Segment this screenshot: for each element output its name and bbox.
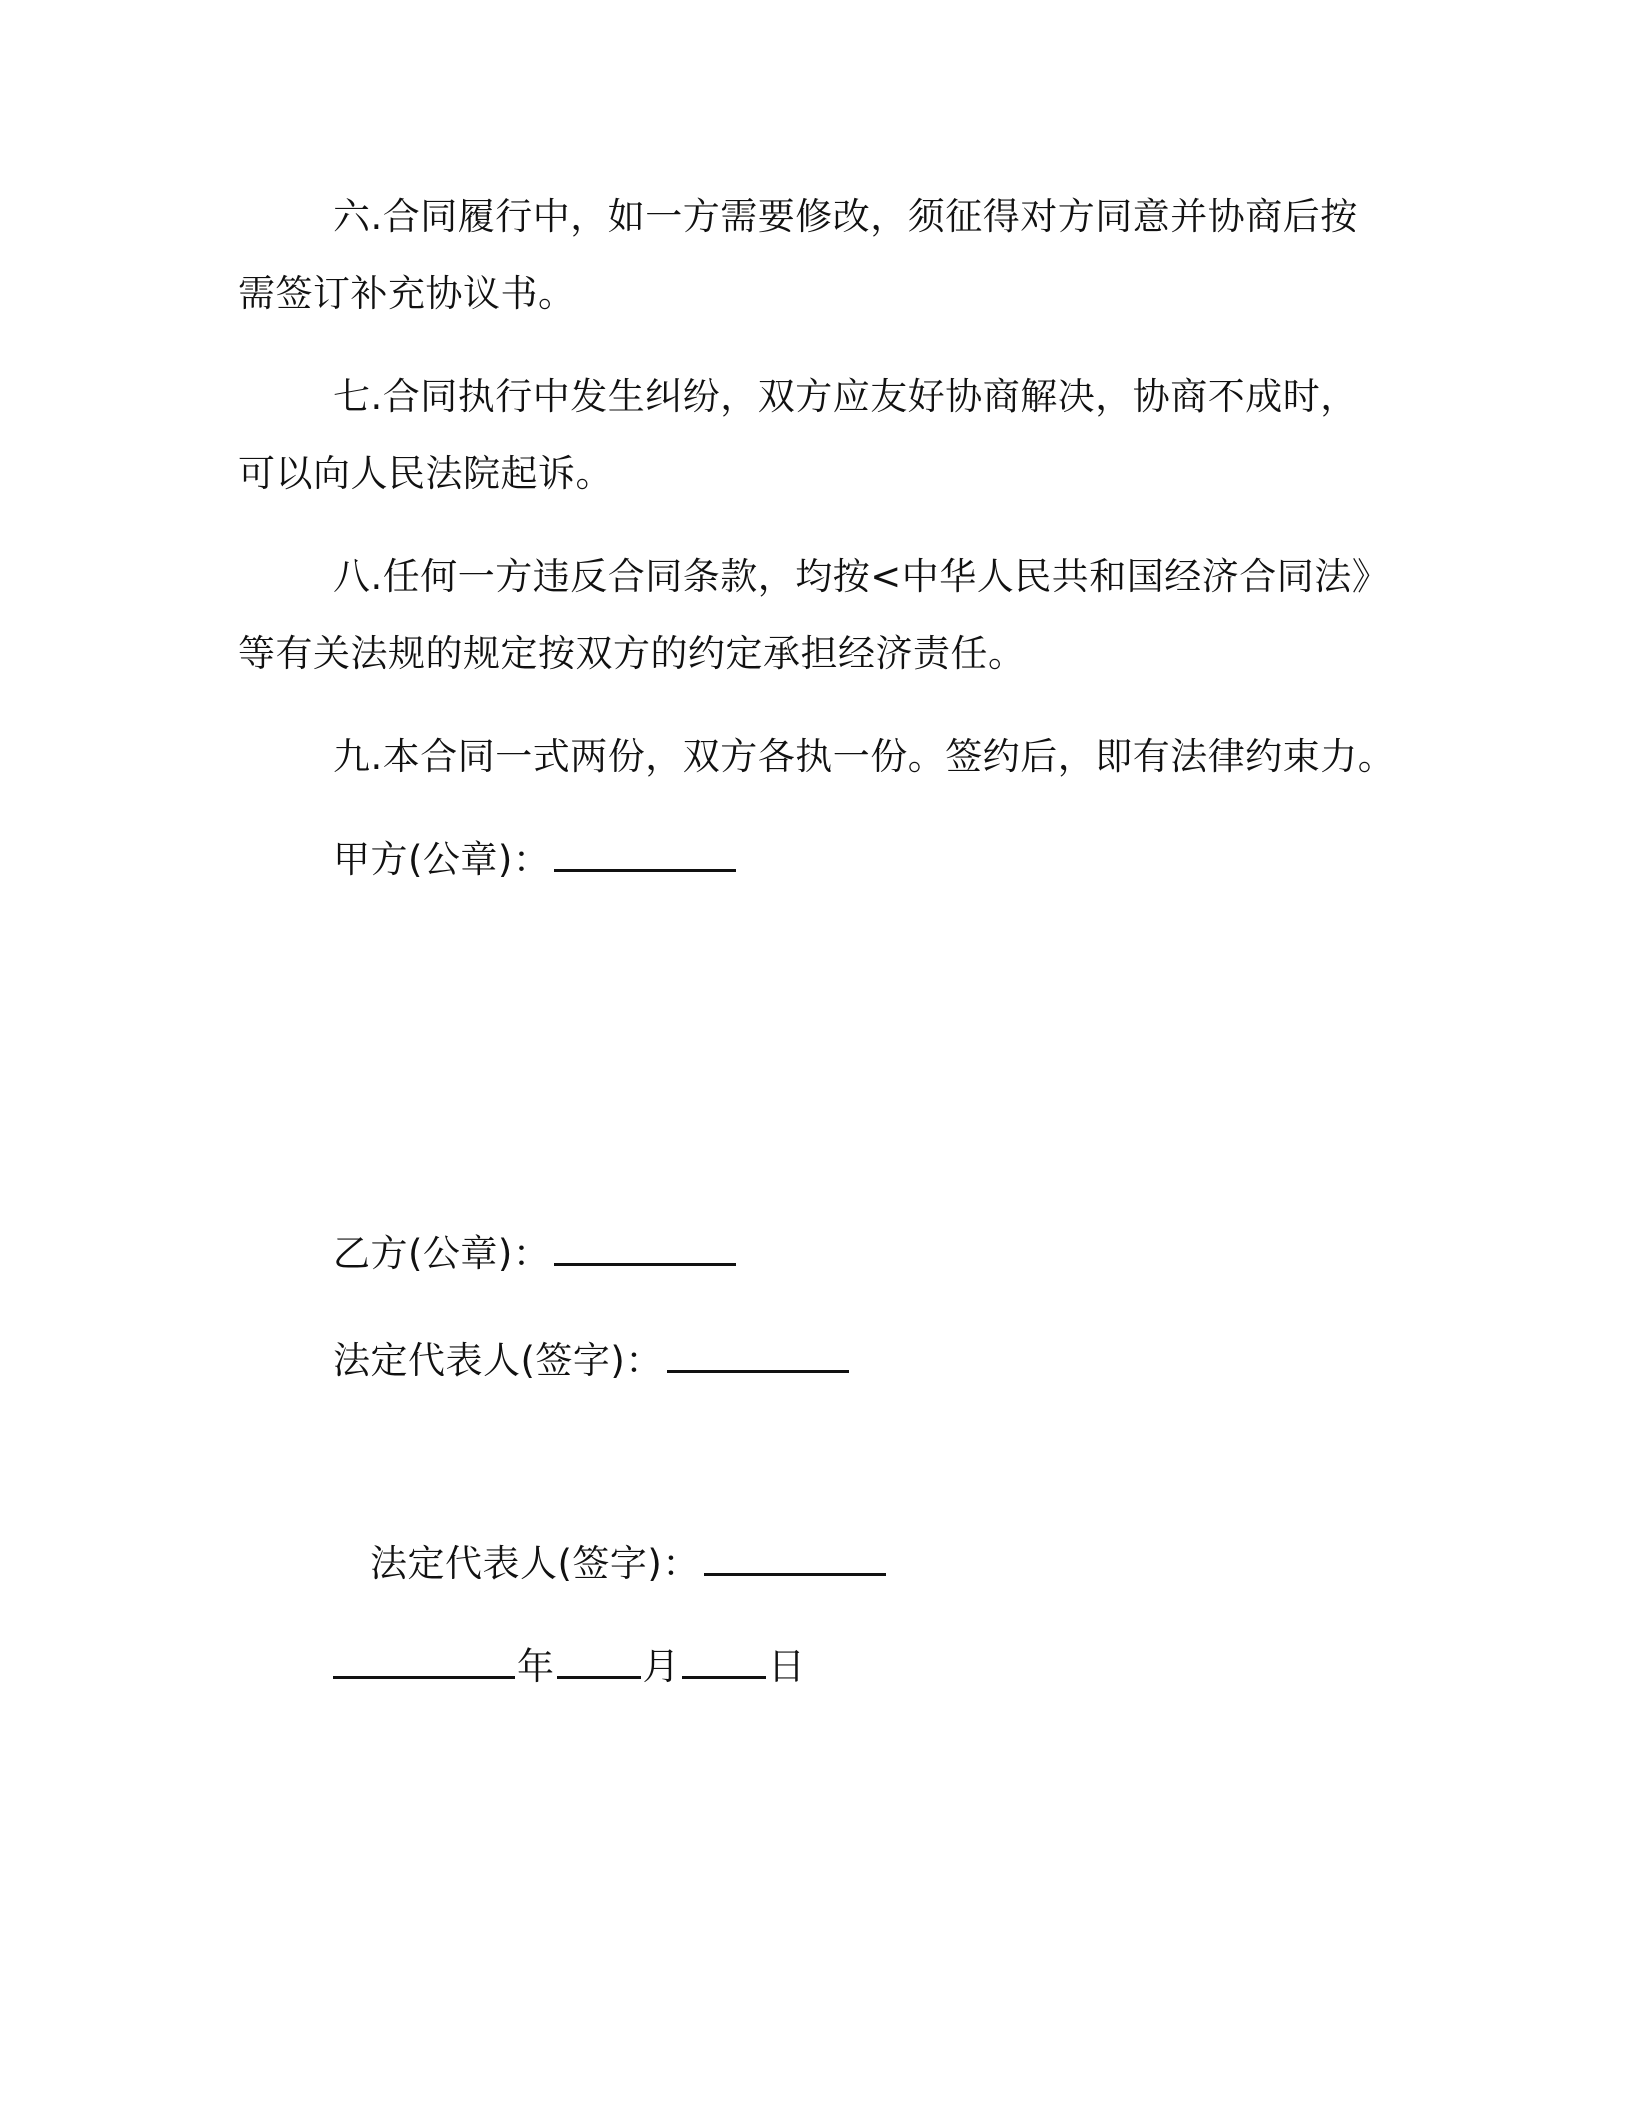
clause-eight-line-1: 八.任何一方违反合同条款，均按<中华人民共和国经济合同法》: [333, 555, 1390, 598]
legal-rep-row-2: [370, 1540, 886, 1588]
clause-seven-line-2: 可以向人民法院起诉。: [238, 452, 613, 495]
legal-rep-signature-blank-1[interactable]: [667, 1340, 849, 1373]
legal-rep-signature-blank-2[interactable]: [704, 1543, 886, 1576]
year-blank[interactable]: [333, 1646, 515, 1679]
clause-nine-line-1: 九.本合同一式两份，双方各执一份。签约后，即有法律约束力。: [333, 735, 1396, 778]
party-b-signature-row: [333, 1230, 736, 1278]
month-blank[interactable]: [557, 1646, 641, 1679]
legal-rep-label-1: 法定代表人(签字)：: [333, 1339, 663, 1382]
party-a-label: 甲方(公章)：: [333, 838, 551, 881]
clause-six-line-2: 需签订补充协议书。: [238, 272, 576, 315]
date-row: [333, 1643, 806, 1691]
year-label: 年: [517, 1645, 555, 1688]
clause-eight-line-2: 等有关法规的规定按双方的约定承担经济责任。: [238, 632, 1026, 675]
legal-rep-label-2: 法定代表人(签字)：: [370, 1542, 700, 1585]
legal-rep-row-1: [333, 1337, 849, 1385]
clause-six-line-1: 六.合同履行中，如一方需要修改，须征得对方同意并协商后按: [333, 195, 1358, 238]
day-blank[interactable]: [682, 1646, 766, 1679]
party-a-signature-row: [333, 836, 736, 884]
clause-seven-line-1: 七.合同执行中发生纠纷，双方应友好协商解决，协商不成时，: [333, 375, 1358, 418]
party-a-seal-blank[interactable]: [554, 839, 736, 872]
party-b-seal-blank[interactable]: [554, 1233, 736, 1266]
party-b-label: 乙方(公章)：: [333, 1232, 551, 1275]
month-label: 月: [642, 1645, 680, 1688]
day-label: 日: [768, 1645, 806, 1688]
